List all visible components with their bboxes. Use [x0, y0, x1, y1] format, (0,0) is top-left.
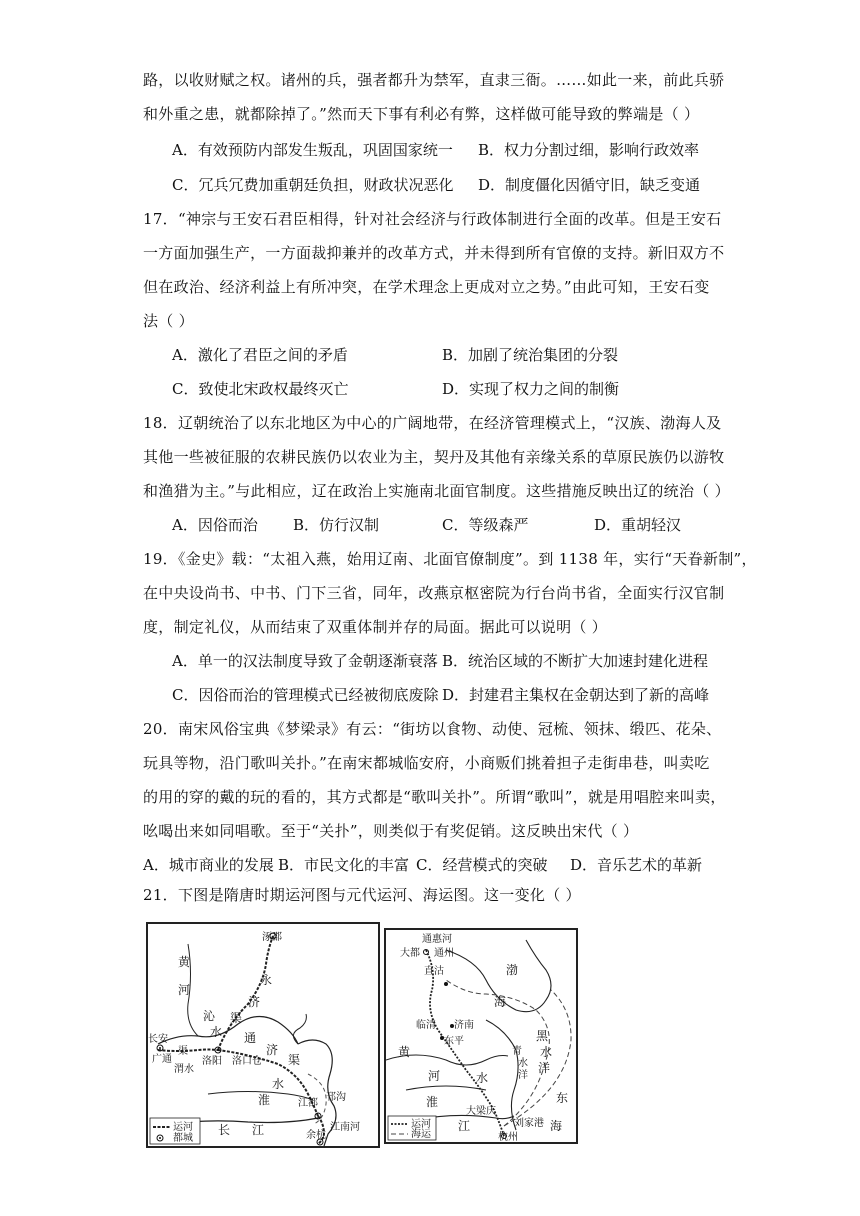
- q20-line-3: 的用的穿的戴的玩的看的，其方式都是“歌叫关扑”。所谓“歌叫”，就是用唱腔来叫卖，: [143, 788, 726, 806]
- label-jiang: 江: [458, 1119, 471, 1133]
- q20-option-c: C．经营模式的突破: [416, 856, 548, 874]
- label-huai-shui: 水: [476, 1071, 489, 1085]
- label-zhigu: 直沽: [424, 966, 444, 977]
- label-huai: 淮: [426, 1095, 439, 1109]
- q19-line-1: 19．《金史》载：“太祖入燕，始用辽南、北面官僚制度”。到 1138 年，实行“天眷新制”，: [143, 550, 757, 568]
- label-shui2: 水: [272, 1077, 285, 1091]
- legend-canal: 运河: [173, 1122, 193, 1133]
- label-hei: 黑: [536, 1029, 549, 1043]
- label-qu2: 渠: [288, 1053, 301, 1067]
- q21-line: 21．下图是隋唐时期运河图与元代运河、海运图。这一变化（ ）: [143, 886, 581, 904]
- q17-option-b: B．加剧了统治集团的分裂: [442, 346, 619, 364]
- label-dong: 东: [556, 1091, 569, 1105]
- label-qing: 青: [512, 1046, 522, 1057]
- label-daqing: 大梁庆: [466, 1106, 496, 1117]
- label-luoyang: 洛阳: [202, 1056, 222, 1067]
- label-hangou: 邗沟: [326, 1092, 346, 1103]
- label-wei: 渭水: [174, 1064, 194, 1075]
- label-hai: 海: [494, 995, 507, 1009]
- label-hei-shui: 水: [540, 1045, 553, 1059]
- q18-option-a: A．因俗而治: [172, 516, 258, 534]
- label-qu3: 渠: [178, 1046, 188, 1057]
- label-bo: 渤: [506, 963, 519, 977]
- label-qing-yang: 洋: [518, 1070, 528, 1081]
- label-hangzhou: 杭州: [498, 1132, 518, 1142]
- q17-option-a: A．激化了君臣之间的矛盾: [172, 346, 348, 364]
- q18-option-b: B．仿行汉制: [293, 516, 380, 534]
- label-jiangdu: 江都: [298, 1098, 318, 1109]
- label-ji: 济: [248, 995, 261, 1009]
- q19-line-2: 在中央设尚书、中书、门下三省，同年，改燕京枢密院为行台尚书省，全面实行汉官制: [143, 584, 725, 602]
- label-chang: 长: [218, 1123, 231, 1137]
- label-dadu: 大都: [400, 948, 420, 959]
- label-luokoucang: 洛口仓: [232, 1056, 262, 1067]
- label-linqing: 临清: [416, 1020, 436, 1031]
- q20-line-4: 吆喝出来如同唱歌。至于“关扑”，则类似于有奖促销。这反映出宋代（ ）: [143, 822, 639, 840]
- q17-option-d: D．实现了权力之间的制衡: [442, 380, 620, 398]
- label-hei-yang: 洋: [538, 1061, 551, 1075]
- q16-line-1: 路，以收财赋之权。诸州的兵，强者都升为禁军，直隶三衙。……如此一来，前此兵骄: [143, 71, 725, 89]
- q16-option-d: D．制度僵化因循守旧，缺乏变通: [478, 176, 701, 194]
- q17-line-4: 法（ ）: [143, 312, 194, 330]
- q18-line-1: 18．辽朝统治了以东北地区为中心的广阔地带，在经济管理模式上，“汉族、渤海人及: [143, 414, 722, 432]
- q20-option-a: A．城市商业的发展: [143, 856, 274, 874]
- q17-line-3: 但在政治、经济利益上有所冲突，在学术理念上更成对立之势。”由此可知，王安石变: [143, 278, 710, 296]
- label-jiangnan: 江南河: [330, 1122, 360, 1133]
- q18-line-3: 和渔猎为主。”与此相应，辽在政治上实施南北面官制度。这些措施反映出辽的统治（ ）: [143, 482, 730, 500]
- q16-option-a: A．有效预防内部发生叛乱，巩固国家统一: [172, 141, 453, 159]
- q19-option-d: D．封建君主集权在金朝达到了新的高峰: [442, 686, 710, 704]
- label-ji2: 济: [266, 1043, 279, 1057]
- legend-capital: 都城: [173, 1133, 193, 1144]
- q19-option-b: B．统治区域的不断扩大加速封建化进程: [442, 652, 709, 670]
- label-guangtong: 广通: [152, 1054, 172, 1065]
- label-huai: 淮: [258, 1093, 271, 1107]
- q19-option-c: C．因俗而治的管理模式已经被彻底废除: [172, 686, 439, 704]
- label-he: 河: [178, 983, 191, 997]
- q19-option-a: A．单一的汉法制度导致了金朝逐渐衰落: [172, 652, 438, 670]
- q17-line-2: 一方面加强生产，一方面裁抑兼并的改革方式，并未得到所有官僚的支持。新旧双方不: [143, 244, 725, 262]
- map-yuan-svg: [386, 930, 576, 1142]
- label-shui: 水: [210, 1025, 223, 1039]
- q17-option-c: C．致使北宋政权最终灭亡: [172, 380, 349, 398]
- map-sui-tang-svg: [148, 924, 378, 1146]
- label-jiang: 江: [252, 1123, 265, 1137]
- q20-option-b: B．市民文化的丰富: [278, 856, 410, 874]
- label-zhuojun: 涿郡: [262, 932, 282, 943]
- q17-line-1: 17．“神宗与王安石君臣相得，针对社会经济与行政体制进行全面的改革。但是王安石: [143, 210, 722, 228]
- label-jinan: 济南: [454, 1020, 474, 1031]
- label-tonghuihe: 通惠河: [422, 934, 452, 945]
- label-he: 河: [428, 1069, 441, 1083]
- label-dongping: 东平: [444, 1036, 464, 1047]
- q18-option-c: C．等级森严: [442, 516, 529, 534]
- label-tong: 通: [244, 1031, 257, 1045]
- label-tongzhou: 通州: [434, 948, 454, 959]
- q16-option-b: B．权力分割过细，影响行政效率: [478, 141, 700, 159]
- legend-sea: 海运: [411, 1129, 431, 1140]
- q18-line-2: 其他一些被征服的农耕民族仍以农业为主，契丹及其他有亲缘关系的草原民族仍以游牧: [143, 448, 725, 466]
- q18-option-d: D．重胡轻汉: [594, 516, 682, 534]
- legend-canal: 运河: [411, 1119, 431, 1130]
- q19-line-3: 度，制定礼仪，从而结束了双重体制并存的局面。据此可以说明（ ）: [143, 618, 608, 636]
- q20-line-1: 20．南宋风俗宝典《梦梁录》有云：“街坊以食物、动使、冠梳、领抹、缎匹、花朵、: [143, 720, 722, 738]
- label-yong: 永: [260, 973, 273, 987]
- label-qu: 渠: [230, 1011, 243, 1025]
- label-qing-shui: 水: [518, 1058, 528, 1069]
- label-huang: 黄: [178, 955, 191, 969]
- label-changan: 长安: [148, 1034, 168, 1045]
- map-yuan-canals-sea: [384, 928, 578, 1144]
- label-liujiagang: 刘家港: [514, 1118, 544, 1129]
- map-sui-tang-canals: [146, 922, 380, 1148]
- q16-option-c: C．冗兵冗费加重朝廷负担，财政状况恶化: [172, 176, 454, 194]
- label-qin: 沁: [203, 1009, 216, 1023]
- label-hai2: 海: [550, 1119, 563, 1133]
- q20-line-2: 玩具等物，沿门歌叫关扑。”在南宋都城临安府，小商贩们挑着担子走街串巷，叫卖吃: [143, 754, 710, 772]
- label-yuhang: 余杭: [306, 1130, 326, 1141]
- q16-line-2: 和外重之患，就都除掉了。”然而天下事有利必有弊，这样做可能导致的弊端是（ ）: [143, 105, 700, 123]
- label-huang: 黄: [398, 1045, 411, 1059]
- q20-option-d: D．音乐艺术的革新: [570, 856, 703, 874]
